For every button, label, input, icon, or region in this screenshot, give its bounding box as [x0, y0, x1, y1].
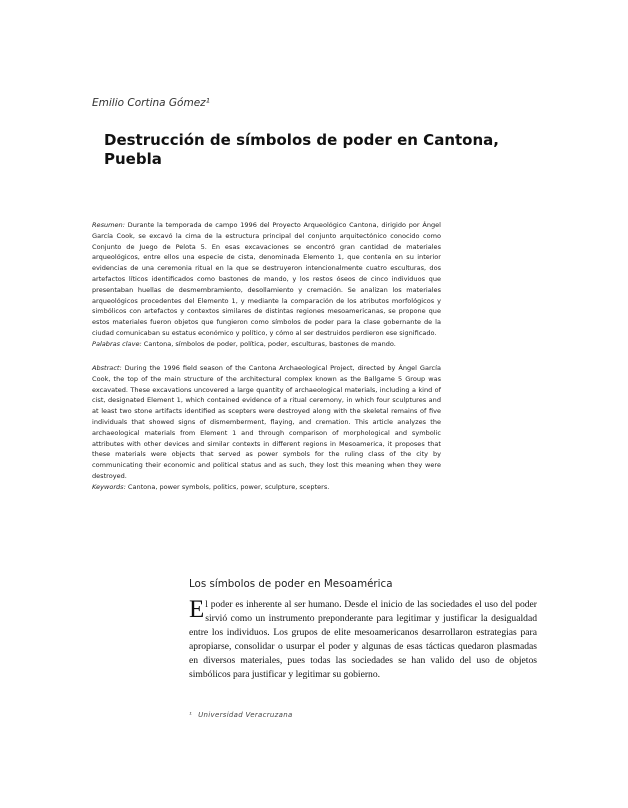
- footnote: [189, 711, 293, 719]
- article-title: [104, 131, 504, 169]
- title-line-1: Destrucción de símbolos de poder en Cantona,: [104, 131, 499, 149]
- abstract-english: [92, 363, 441, 493]
- abstract-spanish: [92, 220, 441, 350]
- author-name: Emilio Cortina Gómez¹: [92, 97, 210, 109]
- abstract-spanish-text: Durante la temporada de campo 1996 del Proyecto Arqueológico Cantona, dirigido por Ángel García Cook, se excavó la cima de la estructura principal del conjunto arquitectónico conocido como Conjunto de Juego de Pelota 5. En esas excavaciones se encontró gran cantidad de materiales arqueológicos, entre ellos una especie de cista, denominada Elemento 1, que contenía en su interior evidencias de una ceremonia ritual en la que se destruyeron intencionalmente cuatro esculturas, dos artefactos líticos identificados como bastones de mando, y los restos óseos de cinco individuos que presentaban huellas de desmembramiento, desollamiento y cremación. Se analizan los materiales arqueológicos procedentes del Elemento 1, y mediante la comparación de los atributos morfológicos y simbólicos con artefactos y contextos similares de distintas regiones mesoamericanas, se propone que estos materiales fueron objetos que fungieron como símbolos de poder para la clase gobernante de la ciudad comunicaban su estatus económico y político, y cómo al ser destruidos perdieron ese significado.: [92, 221, 441, 337]
- footnote-text: Universidad Veracruzana: [198, 711, 293, 719]
- abstract-english-label: Abstract:: [92, 364, 122, 372]
- abstract-english-body: [92, 363, 441, 482]
- body-paragraph-text: l poder es inherente al ser humano. Desde el inicio de las sociedades el uso del poder sirvió como un instrumento preponderante para legitimar y justificar la desigualdad entre los individuos. Los grupos de elite mesoamericanos desarrollaron estrategias para apropiarse, consolidar o usurpar el poder y algunas de esas tácticas quedaron plasmadas en diversos materiales, pues todas las sociedades se han valido del uso de objetos simbólicos para justificar y legitimar su gobierno.: [189, 599, 537, 681]
- title-line-2: Puebla: [104, 150, 162, 168]
- keywords-spanish-text: Cantona, símbolos de poder, política, poder, esculturas, bastones de mando.: [141, 339, 396, 348]
- section-heading: Los símbolos de poder en Mesoamérica: [189, 578, 393, 590]
- body-paragraph: [189, 598, 537, 683]
- keywords-spanish: [92, 339, 441, 350]
- abstract-spanish-body: [92, 220, 441, 339]
- keywords-english: [92, 482, 441, 493]
- keywords-english-text: Cantona, power symbols, politics, power, sculpture, scepters.: [125, 482, 330, 491]
- abstract-english-text: During the 1996 field season of the Cantona Archaeological Project, directed by Ángel García Cook, the top of the main structure of the architectural complex known as the Ballgame 5 Group was excavated. These excavations uncovered a large quantity of archaeological materials, including a kind of cist, designated Element 1, which contained evidence of a ritual ceremony, in which four sculptures and at least two stone artifacts identified as scepters were destroyed along with the skeletal remains of five individuals that showed signs of dismemberment, flaying, and cremation. This article analyzes the archaeological materials from Element 1 and through comparison of morphological and symbolic attributes with other devices and similar contexts in different regions in Mesoamerica, it proposes that these materials were objects that served as power symbols for the ruling class of the city by communicating their economic and political status and as such, they lost this meaning when they were destroyed.: [92, 364, 441, 480]
- keywords-english-label: Keywords:: [92, 482, 126, 491]
- abstract-spanish-label: Resumen:: [92, 221, 125, 229]
- drop-cap: E: [189, 596, 205, 623]
- keywords-spanish-label: Palabras clave:: [92, 339, 142, 348]
- footnote-marker: ¹: [189, 711, 193, 719]
